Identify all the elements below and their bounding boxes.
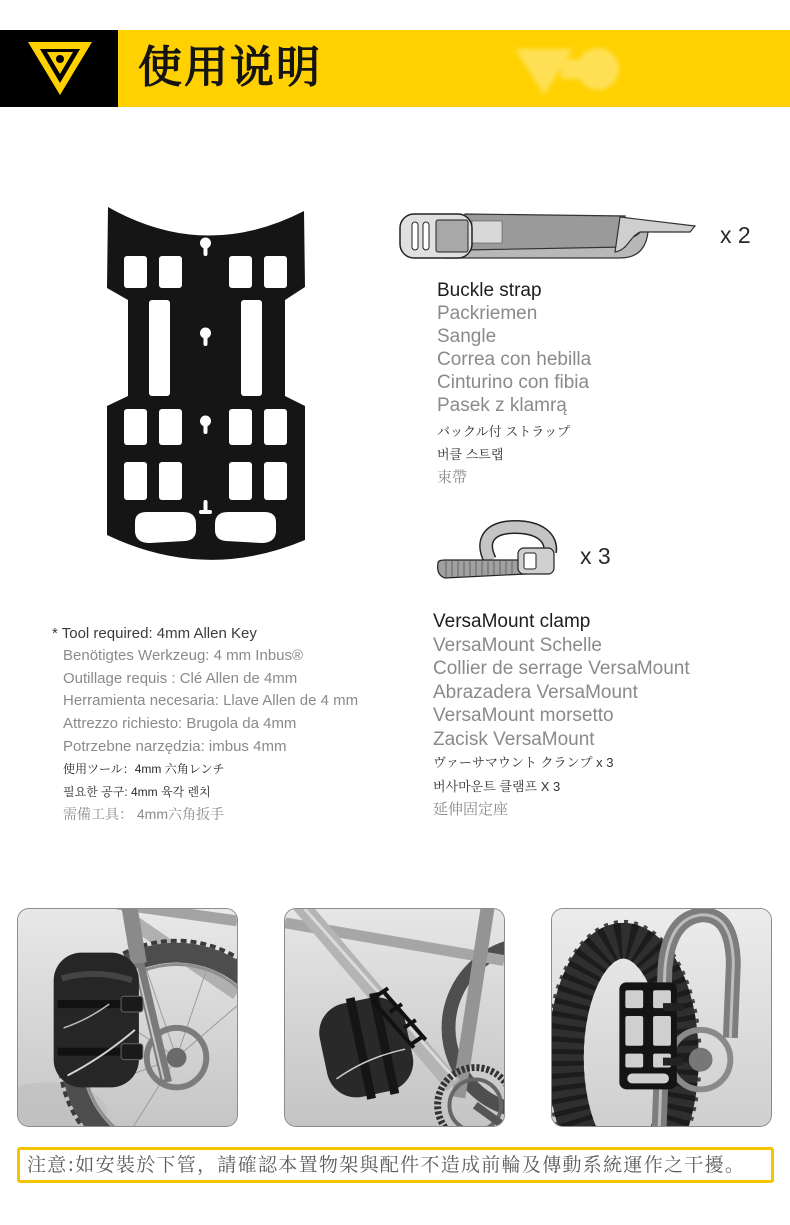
photo-fork-cage — [551, 908, 772, 1127]
page-title: 使用说明 — [138, 42, 322, 93]
mounted-cage — [619, 982, 682, 1089]
clamp-name-zh: 延伸固定座 — [433, 801, 509, 818]
tool-required-zh: 需備工具： 4mm六角扳手 — [63, 806, 224, 823]
watermark-logo-icon — [503, 35, 633, 102]
versamount-clamp-names — [433, 610, 690, 822]
tool-required-es: Herramienta necesaria: Llave Allen de 4 mm — [63, 692, 359, 710]
buckle-strap-quantity: x 2 — [720, 222, 751, 248]
clamp-name-es: Abrazadera VersaMount — [433, 681, 638, 703]
tool-required-fr: Outillage requis : Clé Allen de 4mm — [63, 669, 298, 687]
tool-required-pl: Potrzebne narzędzia: imbus 4mm — [63, 737, 287, 755]
photo-downtube-mount — [284, 908, 505, 1127]
tool-required-en: * Tool required: 4mm Allen Key — [52, 624, 257, 642]
dry-bag — [54, 953, 143, 1088]
clamp-name-ko: 버사마운트 클램프 X 3 — [433, 778, 561, 794]
tool-required-list — [52, 623, 358, 826]
buckle-strap-name-en: Buckle strap — [437, 279, 542, 301]
downtube-mount-photo — [285, 909, 504, 1126]
title-bar — [118, 30, 790, 107]
bike-cage-icon — [100, 200, 312, 572]
tool-required-de: Benötigtes Werkzeug: 4 mm Inbus® — [63, 647, 304, 665]
buckle-strap-name-zh: 束帶 — [437, 468, 468, 486]
buckle-strap-name-pl: Pasek z klamrą — [437, 394, 567, 416]
buckle-strap-names — [437, 279, 591, 489]
clamp-name-fr: Collier de serrage VersaMount — [433, 658, 690, 679]
fork-mount-photo — [18, 909, 237, 1126]
installation-notice — [17, 1147, 774, 1183]
buckle-strap-name-ko: 버클 스트랩 — [437, 446, 504, 462]
buckle-strap-icon — [395, 205, 700, 265]
buckle-strap-name-es: Correa con hebilla — [437, 348, 592, 370]
clamp-name-de: VersaMount Schelle — [433, 634, 602, 656]
buckle-strap-name-it: Cinturino con fibia — [437, 371, 590, 393]
versamount-clamp-icon — [430, 520, 560, 586]
buckle-strap-name-de: Packriemen — [437, 302, 538, 324]
tool-required-it: Attrezzo richiesto: Brugola da 4mm — [63, 715, 297, 733]
fork-cage-photo — [552, 909, 771, 1126]
clamp-name-pl: Zacisk VersaMount — [433, 728, 595, 750]
logo-box — [0, 30, 118, 107]
buckle-strap-name-ja: バックル付 ストラップ — [437, 423, 570, 439]
clamp-name-ja: ヴァーサマウント クランプ x 3 — [433, 755, 614, 770]
tool-required-ja: 使用ツール：4mm 六角レンチ — [63, 762, 225, 777]
photo-fork-mount — [17, 908, 238, 1127]
clamp-name-en: VersaMount clamp — [433, 611, 591, 632]
topeak-logo-icon — [0, 30, 118, 107]
notice-text: 注意:如安裝於下管，請確認本置物架與配件不造成前輪及傳動系統運作之干擾。 — [27, 1154, 746, 1176]
clamp-quantity: x 3 — [580, 543, 611, 569]
buckle-strap-name-fr: Sangle — [437, 325, 497, 347]
tool-required-ko: 필요한 공구: 4mm 육각 렌치 — [63, 784, 211, 799]
clamp-name-it: VersaMount morsetto — [433, 705, 614, 726]
